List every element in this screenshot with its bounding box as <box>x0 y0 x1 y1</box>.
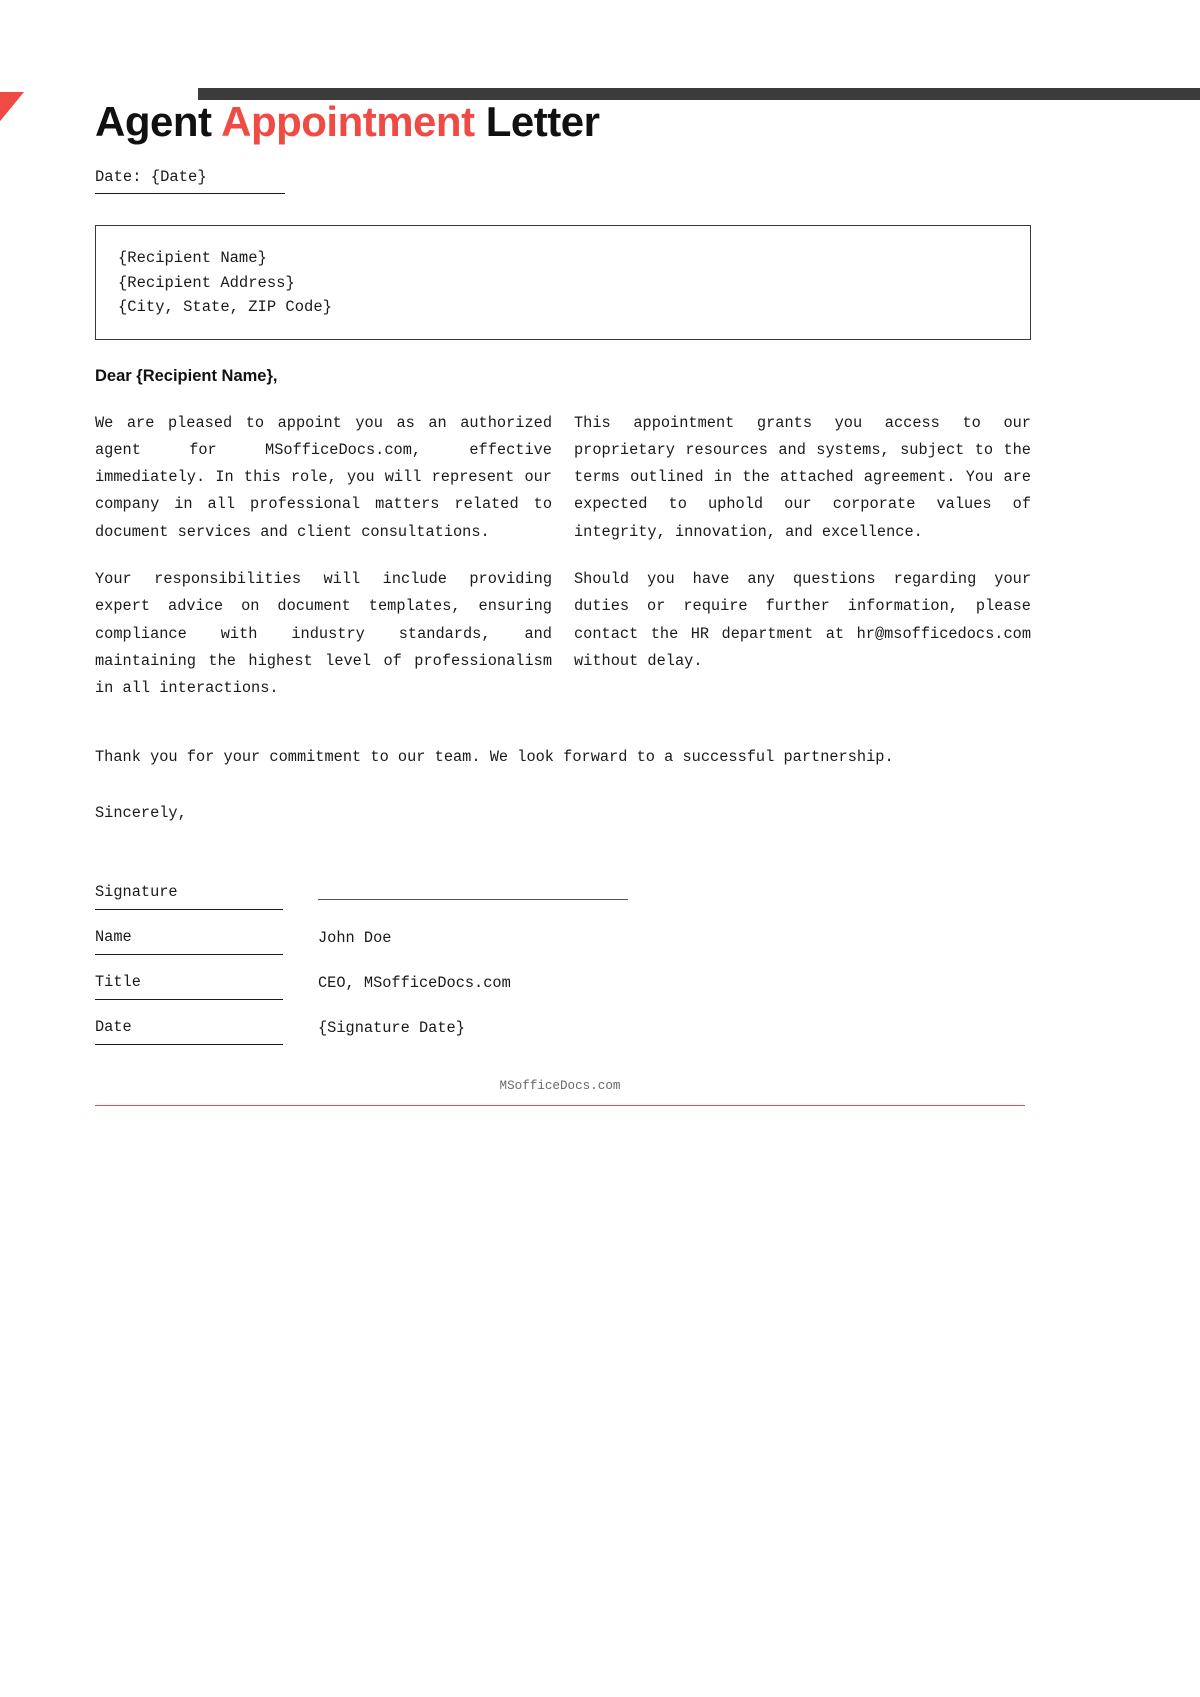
title-value: CEO, MSofficeDocs.com <box>318 973 511 992</box>
signature-write-line[interactable] <box>318 898 628 900</box>
paragraph-left-1: We are pleased to appoint you as an authorized agent for MSofficeDocs.com, effective immediately. In this role, you will represent our company in all professional matters related to document services and client consultations. <box>95 413 552 541</box>
title-label: Title <box>95 955 283 1000</box>
body-columns <box>95 410 1030 703</box>
recipient-address: {Recipient Address} <box>118 273 295 292</box>
signature-row-name <box>95 910 795 955</box>
corner-flag-decoration <box>0 92 24 148</box>
salutation: Dear {Recipient Name}, <box>95 366 278 385</box>
signature-date-value: {Signature Date} <box>318 1018 465 1037</box>
name-label: Name <box>95 910 283 955</box>
paragraph-right-1: This appointment grants you access to our proprietary resources and systems, subject to the terms outlined in the attached agreement. You are expected to uphold our corporate values of integrity, innovation, and excellence. <box>574 413 1031 541</box>
signature-row-date <box>95 1000 795 1045</box>
recipient-name: {Recipient Name} <box>118 249 267 267</box>
paragraph-right-2: Should you have any questions regarding your duties or require further information, please contact the HR department at hr@msofficedocs.com without delay. <box>574 569 1031 670</box>
footer-brand-text: MSofficeDocs.com <box>499 1079 621 1094</box>
document-footer <box>95 1079 1025 1106</box>
closing-paragraph: Thank you for your commitment to our team. We look forward to a successful partnership. <box>95 748 894 767</box>
signature-block <box>95 865 795 1045</box>
title-part-one: Agent <box>95 98 222 145</box>
footer-accent-rule <box>95 1105 1025 1106</box>
signature-row-title <box>95 955 795 1000</box>
body-left-column <box>95 410 552 703</box>
signature-row-signature <box>95 865 795 910</box>
page-title <box>95 98 599 146</box>
date-field: Date: {Date} <box>95 168 285 194</box>
title-part-two: Letter <box>474 98 600 145</box>
document-content <box>95 168 1105 1106</box>
sign-off: Sincerely, <box>95 803 187 822</box>
signature-date-label: Date <box>95 1000 283 1045</box>
paragraph-left-2: Your responsibilities will include providing expert advice on document templates, ensuring compliance with industry standards, and maintaining the highest level of professionalism in all interactions. <box>95 569 552 698</box>
body-right-column <box>574 410 1031 703</box>
signature-label: Signature <box>95 865 283 910</box>
title-accent-word: Appointment <box>221 98 475 145</box>
recipient-address-box <box>95 225 1031 340</box>
signature-line-cell[interactable] <box>283 865 795 910</box>
recipient-city-state-zip: {City, State, ZIP Code} <box>118 298 332 316</box>
name-value: John Doe <box>318 928 392 947</box>
